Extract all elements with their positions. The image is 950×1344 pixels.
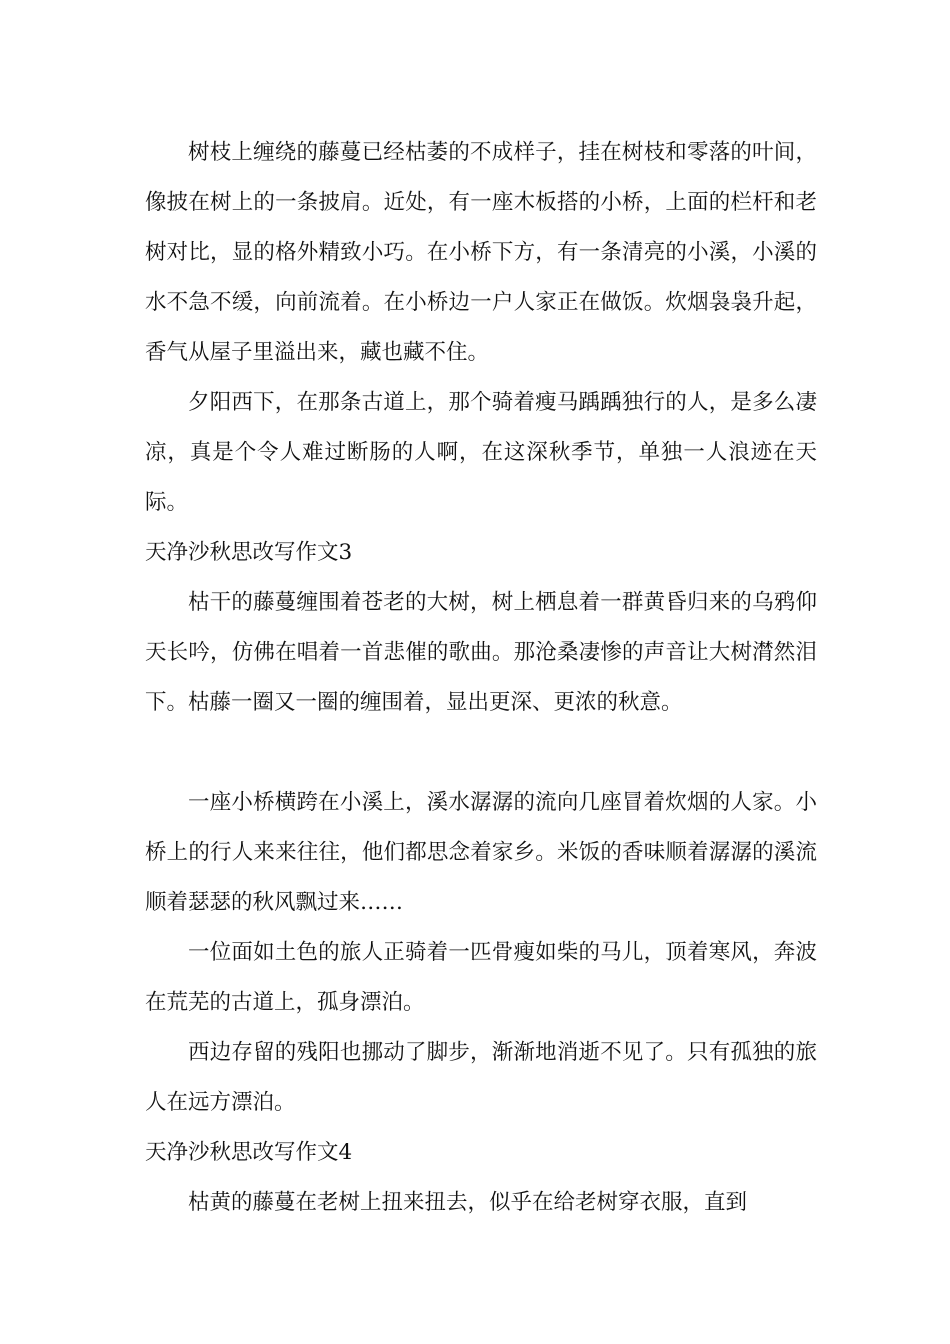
paragraph-withered-vine: 枯干的藤蔓缠围着苍老的大树，树上栖息着一群黄昏归来的乌鸦仰天长吟，仿佛在唱着一首悲催的歌曲。那沧桑凄惨的声音让大树潸然泪下。枯藤一圈又一圈的缠围着，显出更深、更浓的秋意。 xyxy=(145,590,817,715)
paragraph-sunset-traveler: 夕阳西下，在那条古道上，那个骑着瘦马踽踽独行的人，是多么凄凉，真是个令人难过断肠的人啊，在这深秋季节，单独一人浪迹在天际。 xyxy=(145,390,817,515)
document-body xyxy=(145,128,817,1228)
paragraph-yellow-vine: 枯黄的藤蔓在老树上扭来扭去，似乎在给老树穿衣服，直到 xyxy=(188,1190,748,1215)
paragraph-setting-sun: 西边存留的残阳也挪动了脚步，渐渐地消逝不见了。只有孤独的旅人在远方漂泊。 xyxy=(145,1040,817,1115)
section-heading-essay-4: 天净沙秋思改写作文4 xyxy=(145,1140,353,1165)
paragraph-spacer xyxy=(145,728,817,778)
paragraph-vine-bridge: 树枝上缠绕的藤蔓已经枯萎的不成样子，挂在树枝和零落的叶间，像披在树上的一条披肩。近处，有一座木板搭的小桥，上面的栏杆和老树对比，显的格外精致小巧。在小桥下方，有一条清亮的小溪，小溪的水不急不缓，向前流着。在小桥边一户人家正在做饭。炊烟袅袅升起，香气从屋子里溢出来，藏也藏不住。 xyxy=(145,140,817,365)
paragraph-small-bridge: 一座小桥横跨在小溪上，溪水潺潺的流向几座冒着炊烟的人家。小桥上的行人来来往往，他们都思念着家乡。米饭的香味顺着潺潺的溪流顺着瑟瑟的秋风飘过来…… xyxy=(145,790,817,915)
paragraph-lone-rider: 一位面如土色的旅人正骑着一匹骨瘦如柴的马儿，顶着寒风，奔波在荒芜的古道上，孤身漂泊。 xyxy=(145,940,817,1015)
section-heading-essay-3: 天净沙秋思改写作文3 xyxy=(145,540,353,565)
